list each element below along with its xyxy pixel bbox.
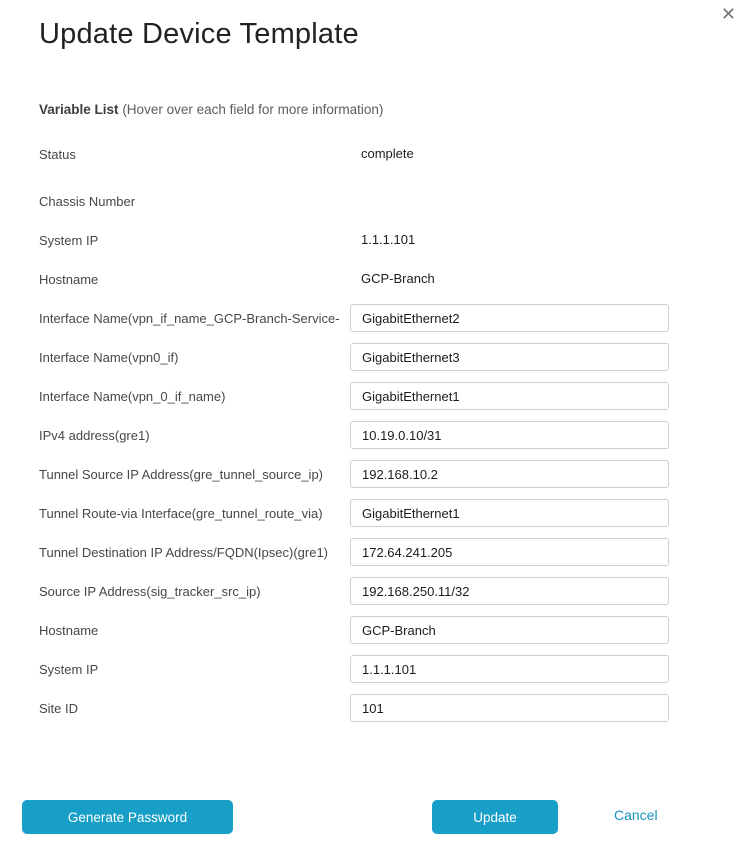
variable-static-value	[350, 193, 361, 208]
variable-row	[39, 343, 669, 371]
variable-value-cell	[350, 499, 669, 527]
variable-input[interactable]	[350, 538, 669, 566]
variable-static-value: complete	[361, 146, 414, 161]
variable-value-cell	[350, 655, 669, 683]
variable-static-value: 1.1.1.101	[361, 232, 416, 247]
variable-list-title: Variable List	[39, 102, 119, 117]
variable-label: System IP	[39, 661, 99, 677]
variable-static-value: GCP-Branch	[361, 271, 435, 286]
close-icon[interactable]: ✕	[720, 4, 736, 24]
variable-row	[39, 226, 669, 254]
variable-input[interactable]	[350, 616, 669, 644]
variable-value-cell	[350, 382, 669, 410]
variable-input[interactable]	[350, 460, 669, 488]
variable-row	[39, 499, 669, 527]
variable-label: Hostname	[39, 622, 99, 638]
variable-value-cell	[350, 343, 669, 371]
variable-value-cell	[350, 694, 669, 722]
variable-input[interactable]	[350, 304, 669, 332]
variable-input[interactable]	[350, 499, 669, 527]
variable-row	[39, 265, 669, 293]
variable-label: Interface Name(vpn_0_if_name)	[39, 388, 226, 404]
variable-label: Site ID	[39, 700, 79, 716]
variable-value-cell	[350, 616, 669, 644]
variable-row	[39, 187, 669, 215]
variable-value-cell	[350, 145, 669, 163]
variable-value-cell	[350, 460, 669, 488]
generate-password-button[interactable]: Generate Password	[22, 800, 233, 834]
variable-label: IPv4 address(gre1)	[39, 427, 150, 443]
variable-label: Tunnel Route-via Interface(gre_tunnel_route_via)	[39, 505, 323, 521]
variable-value-cell	[350, 270, 669, 288]
variable-input[interactable]	[350, 655, 669, 683]
variable-input[interactable]	[350, 421, 669, 449]
variable-input[interactable]	[350, 577, 669, 605]
variable-list-header	[39, 102, 383, 117]
variable-row	[39, 616, 669, 644]
variable-list-hint: (Hover over each field for more information)	[122, 102, 384, 117]
variable-row	[39, 460, 669, 488]
variable-input[interactable]	[350, 343, 669, 371]
variable-input[interactable]	[350, 382, 669, 410]
variable-value-cell	[350, 192, 669, 210]
variable-row	[39, 538, 669, 566]
variable-value-cell	[350, 304, 669, 332]
variable-row	[39, 304, 669, 332]
variable-input[interactable]	[350, 694, 669, 722]
variable-value-cell	[350, 231, 669, 249]
variable-label: Interface Name(vpn0_if)	[39, 349, 179, 365]
variable-label: Source IP Address(sig_tracker_src_ip)	[39, 583, 261, 599]
variable-label: Chassis Number	[39, 193, 136, 209]
variable-value-cell	[350, 577, 669, 605]
variable-label: Interface Name(vpn_if_name_GCP-Branch-Service-	[39, 310, 340, 326]
variable-label: Status	[39, 146, 76, 162]
update-button[interactable]: Update	[432, 800, 558, 834]
variable-row	[39, 421, 669, 449]
variable-row	[39, 382, 669, 410]
variable-row	[39, 140, 669, 168]
page-title: Update Device Template	[39, 18, 359, 50]
cancel-button[interactable]: Cancel	[614, 807, 658, 823]
variable-row	[39, 577, 669, 605]
variable-label: Tunnel Destination IP Address/FQDN(Ipsec)(gre1)	[39, 544, 329, 560]
variable-value-cell	[350, 538, 669, 566]
variable-label: Tunnel Source IP Address(gre_tunnel_source_ip)	[39, 466, 324, 482]
variable-value-cell	[350, 421, 669, 449]
variable-rows	[39, 140, 669, 733]
variable-label: System IP	[39, 232, 99, 248]
variable-row	[39, 655, 669, 683]
variable-row	[39, 694, 669, 722]
variable-label: Hostname	[39, 271, 99, 287]
